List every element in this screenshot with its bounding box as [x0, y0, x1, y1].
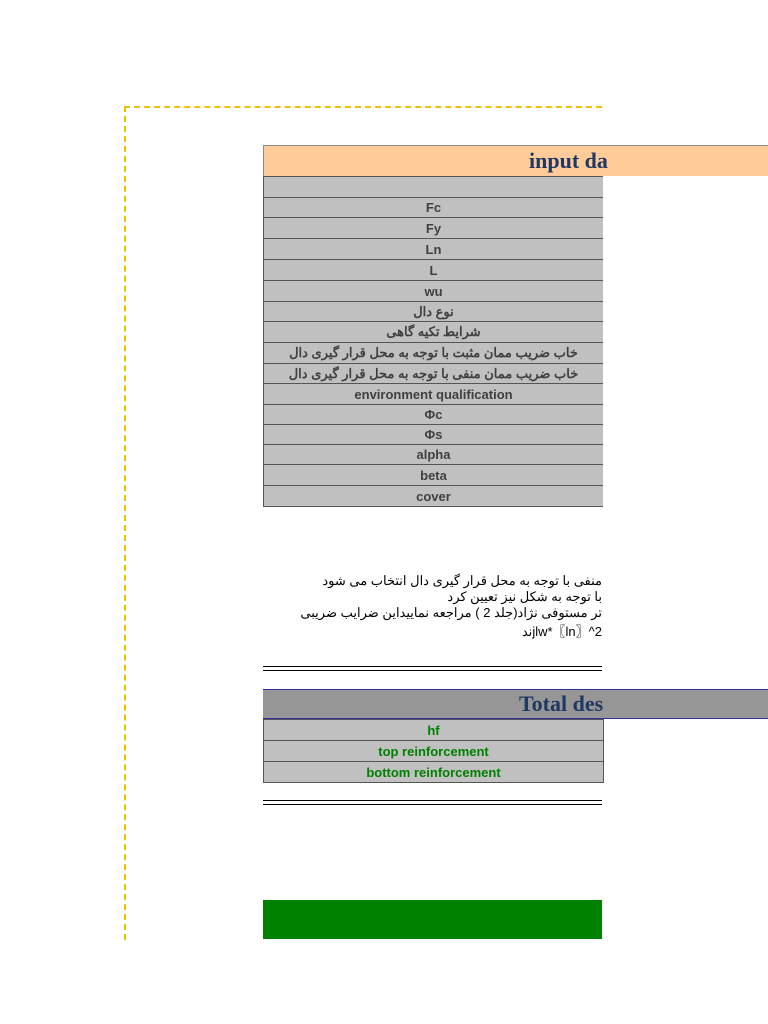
input-row-wu[interactable]	[264, 281, 604, 302]
input-label: environment qualification	[354, 386, 513, 402]
input-row-ln[interactable]	[264, 239, 604, 260]
input-data-title: input da	[529, 148, 608, 173]
total-design-title: Total des	[519, 691, 604, 716]
input-data-table	[263, 176, 603, 507]
input-row-phi-c[interactable]	[264, 405, 604, 425]
input-label: L	[429, 262, 438, 278]
input-label: Φs	[424, 427, 443, 442]
input-label: beta	[420, 467, 447, 483]
total-design-header	[263, 689, 768, 719]
note-line: با توجه به شکل نیز تعیین کرد	[447, 589, 602, 604]
note-line: تر مستوفی نژاد(جلد 2 ) مراجعه نمایید‌این ضرایب ضریبی	[300, 605, 602, 620]
input-label: خاب ضریب ممان مثبت با توجه به محل قرار گیری دال	[289, 345, 578, 360]
input-label: cover	[416, 488, 451, 504]
input-row-fc[interactable]	[264, 198, 604, 218]
input-label: Φc	[424, 407, 443, 422]
input-row-alpha[interactable]	[264, 445, 604, 465]
input-row-l[interactable]	[264, 260, 604, 281]
result-row-top-reinforcement[interactable]	[264, 741, 604, 762]
input-row-beta[interactable]	[264, 465, 604, 486]
note-line: منفی با توجه به محل قرار گیری دال انتخاب می شود	[322, 573, 602, 588]
result-row-hf[interactable]	[264, 720, 604, 741]
input-row-support-conditions[interactable]	[264, 322, 604, 343]
notes-block	[180, 571, 602, 667]
input-row-phi-s[interactable]	[264, 425, 604, 445]
result-label: bottom reinforcement	[366, 764, 501, 780]
input-row-cover[interactable]	[264, 486, 604, 507]
note-line: jlw*〖ln〗^2ند	[521, 624, 602, 639]
input-label: wu	[424, 283, 443, 299]
result-label: top reinforcement	[378, 743, 489, 759]
input-row-negative-moment-coef[interactable]	[264, 364, 604, 384]
input-label: Ln	[425, 241, 442, 257]
result-label: hf	[427, 722, 440, 738]
input-label: نوع دال	[413, 303, 454, 319]
input-row-positive-moment-coef[interactable]	[264, 343, 604, 364]
input-row-slab-type[interactable]	[264, 302, 604, 322]
input-label: خاب ضریب ممان منفی با توجه به محل قرار گیری دال	[288, 365, 579, 381]
divider	[263, 800, 602, 805]
input-label: شرایط تکیه گاهی	[386, 324, 481, 339]
input-row-fy[interactable]	[264, 218, 604, 239]
divider	[263, 666, 602, 671]
input-row-environment[interactable]	[264, 384, 604, 405]
input-label: Fy	[425, 220, 442, 236]
input-row-blank[interactable]	[264, 177, 604, 198]
input-label: alpha	[416, 447, 451, 462]
green-banner	[263, 900, 602, 939]
results-table	[263, 719, 604, 783]
result-row-bottom-reinforcement[interactable]	[264, 762, 604, 783]
input-label: Fc	[425, 200, 442, 215]
